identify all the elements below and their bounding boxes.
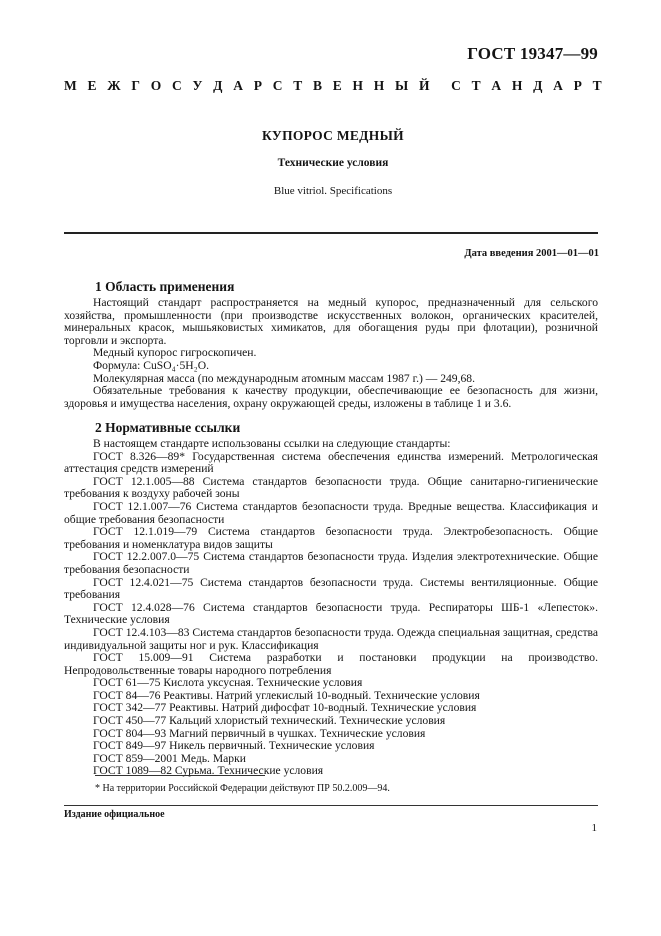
banner-letter: Т (293, 78, 303, 93)
paragraph: Медный купорос гигроскопичен. (93, 346, 257, 360)
banner-letter: Д (213, 78, 223, 93)
banner-letter: В (312, 78, 322, 93)
reference-item: ГОСТ 859—2001 Медь. Марки (93, 751, 246, 765)
banner-letter: А (233, 78, 243, 93)
banner-letter: Д (533, 78, 543, 93)
paragraph: Обязательные требования к качеству продукции, обеспечивающие ее безопасность для жизни, здоровья и имущества населения, охрану окружающей среды, изложены в таблице 1 и 3.6. (64, 384, 598, 410)
reference-item: ГОСТ 84—76 Реактивы. Натрий углекислый 10-водный. Технические условия (93, 688, 480, 702)
footer-divider (64, 805, 598, 806)
paragraph: Настоящий стандарт распространяется на медный купорос, предназначенный для сельского хозяйства, промышленности (при производстве искусственных волокон, органических красителей, минеральных красок, мышьяковистых химикатов, для обогащения руды при флотации), розничной торговли и экспорта. (64, 296, 598, 347)
section-2-body (64, 438, 598, 778)
reference-item: ГОСТ 12.4.103—83 Система стандартов безопасности труда. Одежда специальная защитная, средства индивидуальной защиты ног и рук. Классификация (64, 625, 598, 652)
reference-item: ГОСТ 12.1.007—76 Система стандартов безопасности труда. Вредные вещества. Классификация и общие требования безопасности (64, 499, 598, 526)
reference-item: ГОСТ 804—93 Магний первичный в чушках. Технические условия (93, 726, 426, 740)
banner-letter: У (192, 78, 203, 93)
page-number: 1 (591, 822, 597, 834)
reference-item: ГОСТ 1089—82 Сурьма. Технические условия (93, 764, 324, 778)
banner-letter: Р (253, 78, 262, 93)
banner-letter: А (491, 78, 502, 93)
banner-letter: С (272, 78, 283, 93)
section-1-body (64, 297, 598, 410)
banner-letter: С (451, 78, 461, 93)
banner-letter: Н (352, 78, 364, 93)
footnote: * На территории Российской Федерации действуют ПР 50.2.009—94. (95, 783, 390, 794)
paragraph: Молекулярная масса (по международным атомным массам 1987 г.) — 249,68. (93, 371, 475, 385)
banner-letter: Г (131, 78, 140, 93)
banner-letter: Е (332, 78, 342, 93)
reference-item: ГОСТ 12.2.007.0—75 Система стандартов безопасности труда. Изделия электротехнические. Общие требования безопасности (64, 550, 598, 576)
banner-letter: Т (592, 78, 602, 93)
banner-letter: Ы (395, 78, 409, 93)
reference-item: ГОСТ 61—75 Кислота уксусная. Технические условия (93, 676, 363, 690)
document-subtitle: Технические условия (277, 157, 389, 169)
document-code: ГОСТ 19347—99 (467, 44, 598, 63)
banner-letter: А (553, 78, 563, 93)
reference-item: ГОСТ 450—77 Кальций хлористый технический. Технические условия (93, 714, 446, 728)
banner-letter: Н (373, 78, 385, 93)
standard-type-banner (64, 78, 602, 94)
banner-letter: Ж (107, 78, 121, 93)
banner-letter: Й (419, 78, 430, 93)
footnote-divider (95, 775, 265, 776)
reference-item: ГОСТ 12.1.019—79 Система стандартов безопасности труда. Электробезопасность. Общие требования и номенклатура видов защиты (64, 525, 598, 551)
banner-letter: О (150, 78, 162, 93)
reference-item: ГОСТ 342—77 Реактивы. Натрий дифосфат 10-водный. Технические условия (93, 701, 477, 715)
english-title: Blue vitriol. Specifications (273, 185, 393, 197)
title-divider (64, 232, 598, 234)
section-1-heading: 1 Область применения (95, 279, 235, 294)
reference-item: ГОСТ 15.009—91 Система разработки и постановки продукции на производство. Непродовольственные товары народного потребления (64, 651, 598, 677)
reference-item: ГОСТ 12.4.021—75 Система стандартов безопасности труда. Системы вентиляционные. Общие требования (64, 575, 598, 602)
reference-item: ГОСТ 12.1.005—88 Система стандартов безопасности труда. Общие санитарно-гигиенические требования к воздуху рабочей зоны (64, 474, 598, 501)
paragraph: Формула: CuSO₄·5H₂O. (93, 358, 209, 372)
edition-label: Издание официальное (64, 809, 165, 820)
banner-letter: М (64, 78, 77, 93)
reference-item: ГОСТ 12.4.028—76 Система стандартов безопасности труда. Респираторы ШБ-1 «Лепесток». Технические условия (64, 600, 598, 627)
banner-letter: Е (87, 78, 97, 93)
banner-letter: С (171, 78, 182, 93)
paragraph: В настоящем стандарте использованы ссылки на следующие стандарты: (93, 437, 451, 450)
section-2-heading: 2 Нормативные ссылки (95, 420, 241, 435)
reference-item: ГОСТ 849—97 Никель первичный. Технические условия (93, 739, 375, 753)
banner-letter: Р (573, 78, 582, 93)
reference-item: ГОСТ 8.326—89* Государственная система обеспечения единства измерений. Метрологическая аттестация средств измерений (64, 449, 598, 476)
introduction-date: Дата введения 2001—01—01 (464, 248, 599, 259)
banner-letter: Т (471, 78, 481, 93)
document-title: КУПОРОС МЕДНЫЙ (262, 128, 404, 143)
banner-letter: Н (511, 78, 523, 93)
